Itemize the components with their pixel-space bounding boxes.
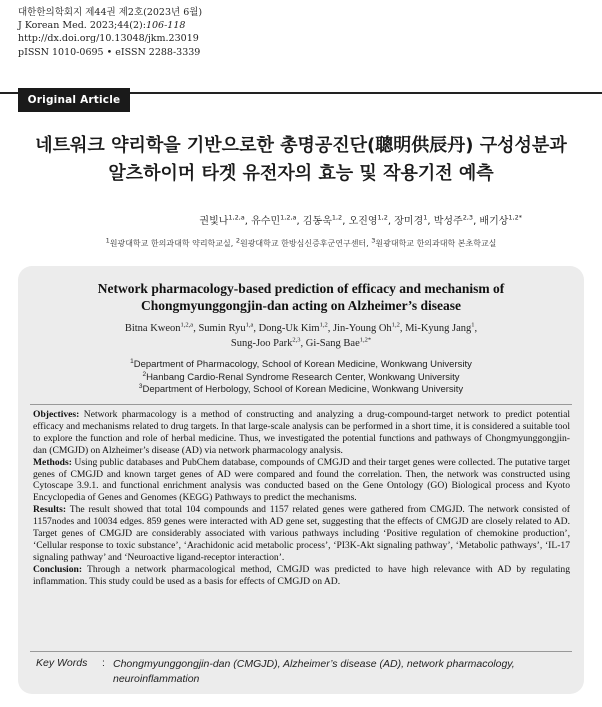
affiliation-text: Hanbang Cardio-Renal Syndrome Research Center, Wonkwang University (146, 371, 460, 383)
affiliation-sup: 2 (235, 236, 240, 245)
journal-info (18, 6, 202, 59)
author-sup: 1 (471, 321, 475, 329)
article-type-badge: Original Article (18, 88, 130, 112)
journal-name: 대한한의학회지 제44권 제2호(2023년 6월) (18, 7, 203, 18)
author-sup: 1,2,a (280, 213, 297, 222)
affiliation-line (30, 372, 572, 385)
author-sup: 2,3 (462, 213, 474, 222)
author-sup: 1,2 (331, 213, 343, 222)
english-title-line-1: Network pharmacology-based prediction of efficacy and mechanism of (97, 281, 505, 296)
author-name: Jin-Young Oh (332, 323, 392, 334)
author-name: Gi-Sang Bae (305, 337, 360, 349)
affiliation-line (30, 359, 572, 372)
affiliation-sup: 1 (130, 357, 134, 365)
abstract-objectives: Objectives: Network pharmacology is a method of constructing and analyzing a drug-compound-target network to predict potential efficacy and mechanisms related to drug targets. In that large-scale analysis can be performed in a short time, it is considered a suitable tool to explore the function and role of herbal medicine. Thus, we investigated the potential functions and pathways of Chongmyunggongjin-dan (CMGJD) on Alzheimer’s disease (AD) via network pharmacology analysis. (33, 409, 570, 456)
affiliation-text: Department of Pharmacology, School of Korean Medicine, Wonkwang University (133, 359, 472, 370)
journal-citation: J Korean Med. 2023;44(2):106-118 (18, 20, 186, 32)
affiliation-line (30, 384, 572, 397)
author-sup: 1,2 (377, 213, 388, 222)
author-name: 장미경 (394, 216, 424, 227)
author-name: Mi-Kyung Jang (405, 323, 472, 334)
author-name: Sumin Ryu (198, 323, 246, 334)
affiliation-sup: 1 (105, 236, 110, 245)
affiliation-text: 원광대학교 한의과대학 약리학교실, (109, 239, 236, 248)
affiliation-text: 원광대학교 한의과대학 본초학교실 (375, 239, 497, 248)
author-sup: 1,2 (391, 321, 400, 329)
affiliation-sup: 3 (371, 236, 376, 245)
korean-affiliations (20, 238, 582, 249)
author-name: Bitna Kweon (124, 323, 181, 334)
abstract-results: Results: The result showed that total 104 compounds and 1157 related genes were gathered from CMGJD. The network consisted of 1157nodes and 10034 edges. 859 genes were interacted with AD gene set, suggesting that the effects of CMGJD are closely related to AD. Target genes of CMGJD are considerably associated with various pathways including ‘Positive regulation of chemokine production’, ‘Cellular response to toxic substance’, ‘Arachidonic acid metabolic process’, ‘PI3K-Akt signaling pathway’, ‘Metabolic pathways’, ‘IL-17 signaling pathway’ and ‘Neuroactive ligand-receptor interaction’. (33, 504, 570, 563)
affiliation-sup: 2 (142, 370, 147, 378)
author-sup: 1,2 (319, 321, 328, 329)
abstract-methods: Methods: Using public databases and PubChem database, compounds of CMGJD and their target genes were collected. The putative target genes of CMGJD and known target genes of AD were compared and found the correlation. Then, the network was constructed using Cytoscape 3.9.1. and functional enrichment analysis was conducted based on the Gene Ontology (GO) Biological process and Kyoto Encyclopedia of Genes and Genomes (KEGG) Pathways to predict the mechanisms. (33, 456, 570, 504)
journal-doi-link[interactable]: http://dx.doi.org/10.13048/jkm.23019 (18, 33, 199, 45)
affiliation-sup: 3 (138, 383, 143, 391)
abstract-text (33, 409, 570, 588)
korean-title-line-1: 네트워크 약리학을 기반으로한 총명공진단(聰明供辰丹) 구성성분과 (35, 135, 567, 156)
english-title (30, 280, 572, 314)
english-authors (30, 322, 572, 351)
korean-authors: 권빛나$^{1,2,a}$, 유수민$^{1,2,a}$, 김동욱$^{1,2}$, 오진영$^{1,2}$, 장미경$^1$, 박성주$^{2,3}$, 배기상$^{1,2*}$ (199, 213, 522, 227)
english-title-line-2: Chongmyunggongjin-dan acting on Alzheimer’s disease (140, 298, 462, 313)
author-sup: 2,3 (292, 336, 301, 343)
author-sup: 1,2,a (180, 321, 194, 329)
abstract-divider (30, 404, 572, 405)
korean-title (20, 132, 582, 188)
author-name: 오진영 (348, 216, 378, 227)
affiliation-text: Department of Herbology, School of Korean Medicine, Wonkwang University (142, 384, 464, 396)
author-sup: 1,2,a (228, 213, 245, 222)
author-sup: 1,2* (508, 213, 522, 222)
keywords-colon: : (102, 657, 105, 669)
author-name: 김동욱 (302, 216, 332, 227)
affiliation-text: 원광대학교 한방심신증후군연구센터, (239, 239, 372, 248)
author-sup: 1 (423, 213, 428, 222)
author-name: Dong-Uk Kim (258, 323, 320, 334)
author-name: 권빛나 (199, 216, 229, 227)
author-name: Sung-Joo Park (230, 337, 293, 349)
keywords-divider (30, 651, 572, 652)
english-affiliations (30, 359, 572, 397)
keywords-text: Chongmyunggongjin-dan (CMGJD), Alzheimer’s disease (AD), network pharmacology, neuroinflammation (113, 658, 515, 685)
author-name: 박성주 (433, 216, 463, 227)
english-authors-line-1: Bitna Kweon$^{1,2,a}$, Sumin Ryu$^{1,a}$, Dong-Uk Kim$^{1,2}$, Jin-Young Oh$^{1,2}$, Mi-Kyung Jang$^1$, (124, 321, 478, 334)
abstract-conclusion: Conclusion: Through a network pharmacological method, CMGJD was predicted to have high relevance with AD by regulating inflammation. This study could be used as a basis for effects of CMGJD on AD. (33, 563, 570, 587)
english-authors-line-2: Sung-Joo Park$^{2,3}$, Gi-Sang Bae$^{1,2*}$ (230, 336, 372, 349)
keywords-label: Key Words (36, 657, 88, 669)
journal-issn: pISSN 1010-0695 • eISSN 2288-3339 (18, 46, 201, 58)
author-sup: 1,a (245, 321, 254, 329)
author-name: 배기상 (479, 216, 509, 227)
korean-title-line-2: 알츠하이머 타겟 유전자의 효능 및 작용기전 예측 (108, 163, 494, 184)
author-name: 유수민 (251, 216, 281, 227)
author-sup: 1,2* (359, 336, 372, 343)
